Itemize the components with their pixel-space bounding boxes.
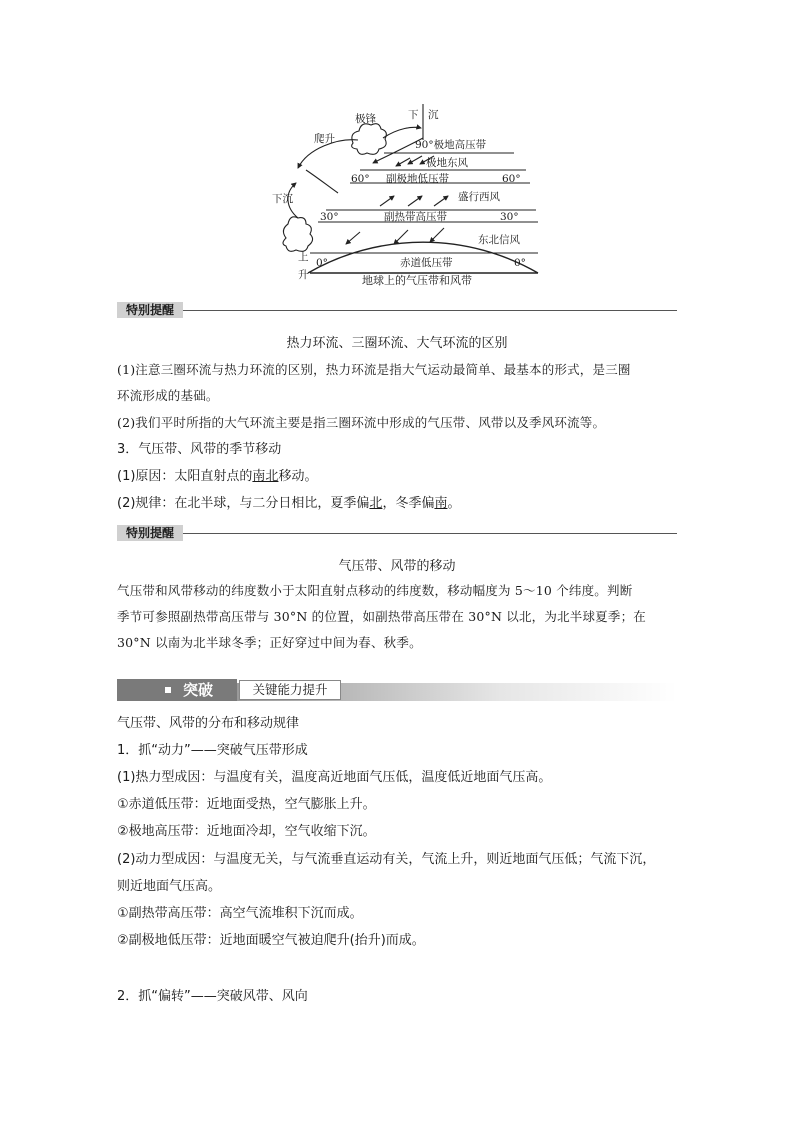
body-line: ②副极地低压带：近地面暖空气被迫爬升(抬升)而成。 <box>117 933 425 948</box>
tip-paragraph: (1)注意三圈环流与热力环流的区别，热力环流是指大气运动最简单、最基本的形式，是三圈 <box>117 362 631 377</box>
banner-dark-block <box>117 679 237 701</box>
label-polar-easterly: 极地东风 <box>426 157 468 169</box>
square-bullet-icon <box>165 687 171 693</box>
label-rise-1: 上 <box>298 251 309 263</box>
divider <box>183 533 677 534</box>
label-polar-front: 极锋 <box>355 113 376 125</box>
section-heading: 2．抓“偏转”——突破风带、风向 <box>117 989 308 1004</box>
label-westerly: 盛行西风 <box>458 191 500 203</box>
label-lat0-right: 0° <box>514 257 526 269</box>
body-line: ①副热带高压带：高空气流堆积下沉而成。 <box>117 906 363 921</box>
body-line: (2)动力型成因：与温度无关，与气流垂直运动有关，气流上升，则近地面气压低；气流下沉， <box>117 852 656 867</box>
cause-line: (1)原因：太阳直射点的南北移动。 <box>117 469 318 484</box>
pressure-wind-belts-diagram <box>258 98 548 290</box>
label-sink-top-2: 沉 <box>428 109 439 121</box>
label-rise-2: 升 <box>298 269 309 281</box>
label-lat30-left: 30° <box>320 211 339 223</box>
body-line: ①赤道低压带：近地面受热，空气膨胀上升。 <box>117 797 376 812</box>
tip-title: 热力环流、三圈环流、大气环流的区别 <box>286 336 508 351</box>
tip-paragraph: 季节可参照副热带高压带与 30°N 的位置，如副热带高压带在 30°N 以北，为北半球夏季；在 <box>117 609 646 624</box>
topic-title: 气压带、风带的分布和移动规律 <box>117 716 300 731</box>
label-sink-left: 下沉 <box>272 193 293 205</box>
tip-header <box>117 525 677 541</box>
label-ne-trade: 东北信风 <box>478 234 520 246</box>
tip-header <box>117 302 677 318</box>
section-heading: 1．抓“动力”——突破气压带形成 <box>117 743 308 758</box>
figure-caption: 地球上的气压带和风带 <box>362 274 472 287</box>
tip-paragraph: 环流形成的基础。 <box>117 388 219 403</box>
tip-title: 气压带、风带的移动 <box>338 559 456 574</box>
body-line: (1)热力型成因：与温度有关，温度高近地面气压低，温度低近地面气压高。 <box>117 770 552 785</box>
tip-tag: 特别提醒 <box>117 302 183 318</box>
tip-paragraph: 气压带和风带移动的纬度数小于太阳直射点移动的纬度数，移动幅度为 5～10 个纬度。判断 <box>117 583 633 598</box>
label-lat0-left: 0° <box>316 257 328 269</box>
label-sink-top-1: 下 <box>408 109 419 121</box>
banner-subtitle: 关键能力提升 <box>239 680 341 700</box>
label-lat30-right: 30° <box>500 211 519 223</box>
label-equatorial-low: 赤道低压带 <box>400 257 453 269</box>
body-line: 则近地面气压高。 <box>117 879 222 894</box>
tip-paragraph: (2)我们平时所指的大气环流主要是指三圈环流中形成的气压带、风带以及季风环流等。 <box>117 415 606 430</box>
tip-tag: 特别提醒 <box>117 525 183 541</box>
divider <box>183 310 677 311</box>
body-line: ②极地高压带：近地面冷却，空气收缩下沉。 <box>117 824 376 839</box>
section-heading: 3．气压带、风带的季节移动 <box>117 442 282 457</box>
label-climb: 爬升 <box>314 133 335 145</box>
rule-line: (2)规律：在北半球，与二分日相比，夏季偏北，冬季偏南。 <box>117 496 461 511</box>
tip-paragraph: 30°N 以南为北半球冬季；正好穿过中间为春、秋季。 <box>117 635 422 650</box>
label-lat60-left: 60° <box>351 173 370 185</box>
breakthrough-banner <box>117 679 677 701</box>
label-lat60-right: 60° <box>502 173 521 185</box>
label-subpolar-low: 副极地低压带 <box>386 173 449 185</box>
banner-title: 突破 <box>183 681 214 699</box>
label-polar-high: 90°极地高压带 <box>415 139 487 151</box>
label-subtropical-high: 副热带高压带 <box>384 211 447 223</box>
